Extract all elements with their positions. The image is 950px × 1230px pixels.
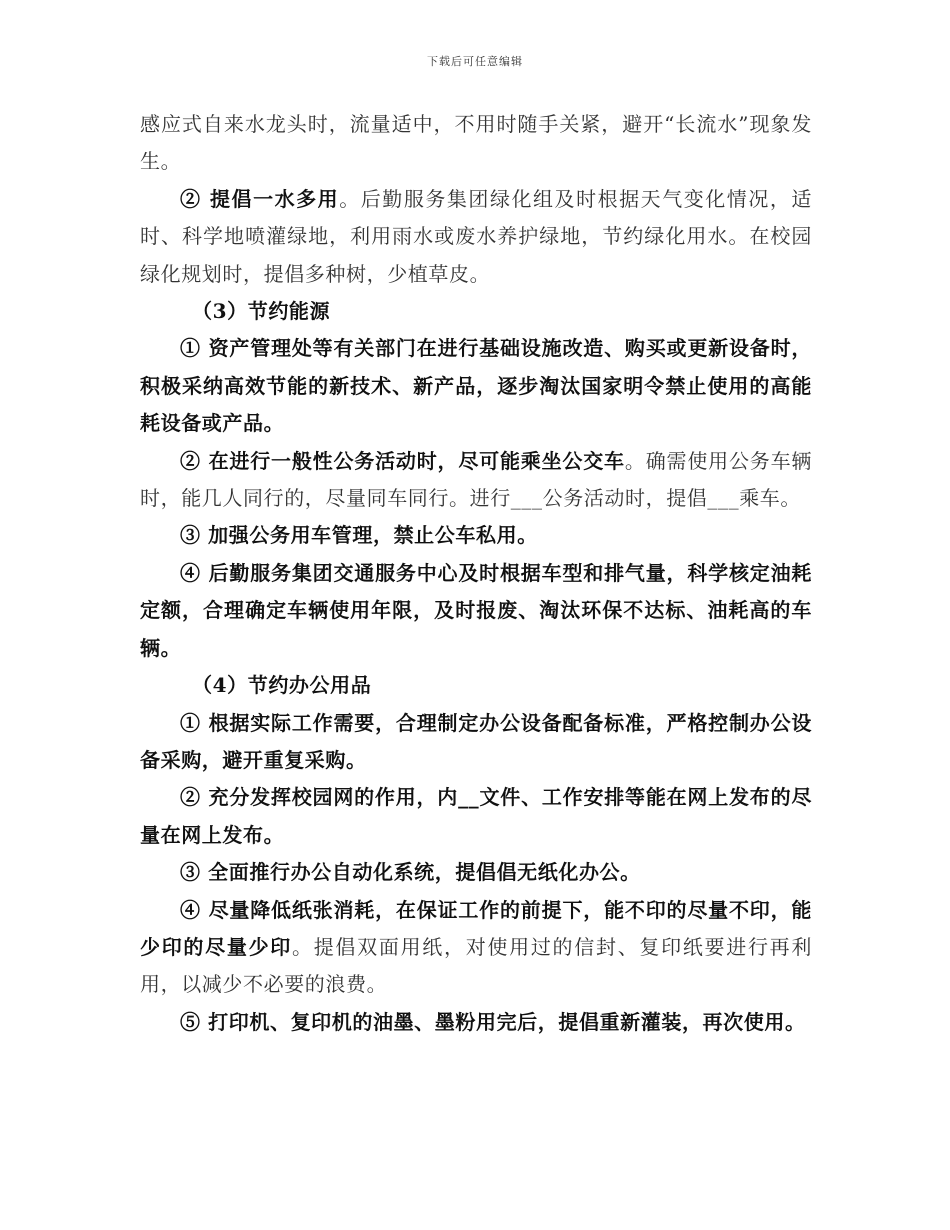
item-body: 。后勤服务集团绿化组及时根据天气变化情况，适时、科学地喷灌绿地，利用雨水或废水养护绿地，节约绿化用水。在校园绿化规划时，提倡多种树，少植草皮。 — [140, 186, 813, 286]
item-body: 。提倡双面用纸，对使用过的信封、复印纸要进行再利用，以减少不必要的浪费。 — [140, 934, 812, 997]
paragraph-paper-saving — [140, 892, 812, 1004]
paragraph-public-transport — [140, 443, 812, 518]
paragraph-office-equipment: ① 根据实际工作需要，合理制定办公设备配备标准，严格控制办公设备采购，避开重复采购。 — [140, 710, 812, 772]
section-heading-energy: （3）节约能源 — [192, 299, 331, 324]
paragraph-paperless-office: ③ 全面推行办公自动化系统，提倡倡无纸化办公。 — [180, 860, 641, 885]
document-body — [140, 106, 812, 1041]
paragraph-toner-refill: ⑤ 打印机、复印机的油墨、墨粉用完后，提倡重新灌装，再次使用。 — [180, 1009, 806, 1034]
item-heading: ④ 尽量降低纸张消耗，在保证工作的前提下，能不印的尽量不印，能少印的尽量少印 — [140, 897, 812, 959]
paragraph-water-faucet: 感应式自来水龙头时，流量适中，不用时随手关紧，避开“长流水”现象发生。 — [140, 112, 812, 174]
paragraph-fuel-quota: ④ 后勤服务集团交通服务中心及时根据车型和排气量，科学核定油耗定额，合理确定车辆使用年限，及时报废、淘汰环保不达标、油耗高的车辆。 — [140, 560, 812, 660]
paragraph-water-reuse — [140, 181, 812, 293]
page-header: 下载后可任意编辑 — [427, 55, 523, 68]
item-heading: ② 提倡一水多用 — [180, 186, 340, 211]
paragraph-vehicle-management: ③ 加强公务用车管理，禁止公车私用。 — [180, 523, 538, 548]
paragraph-energy-equipment: ① 资产管理处等有关部门在进行基础设施改造、购买或更新设备时，积极采纳高效节能的新技术、新产品，逐步淘汰国家明令禁止使用的高能耗设备或产品。 — [140, 336, 812, 436]
item-body: 。确需使用公务车辆时，能几人同行的，尽量同车同行。进行___公务活动时，提倡___乘车。 — [140, 448, 812, 511]
paragraph-campus-network: ② 充分发挥校园网的作用，内__文件、工作安排等能在网上发布的尽量在网上发布。 — [140, 785, 812, 847]
item-heading: ② 在进行一般性公务活动时，尽可能乘坐公交车 — [180, 448, 625, 473]
section-heading-office-supplies: （4）节约办公用品 — [192, 673, 372, 698]
